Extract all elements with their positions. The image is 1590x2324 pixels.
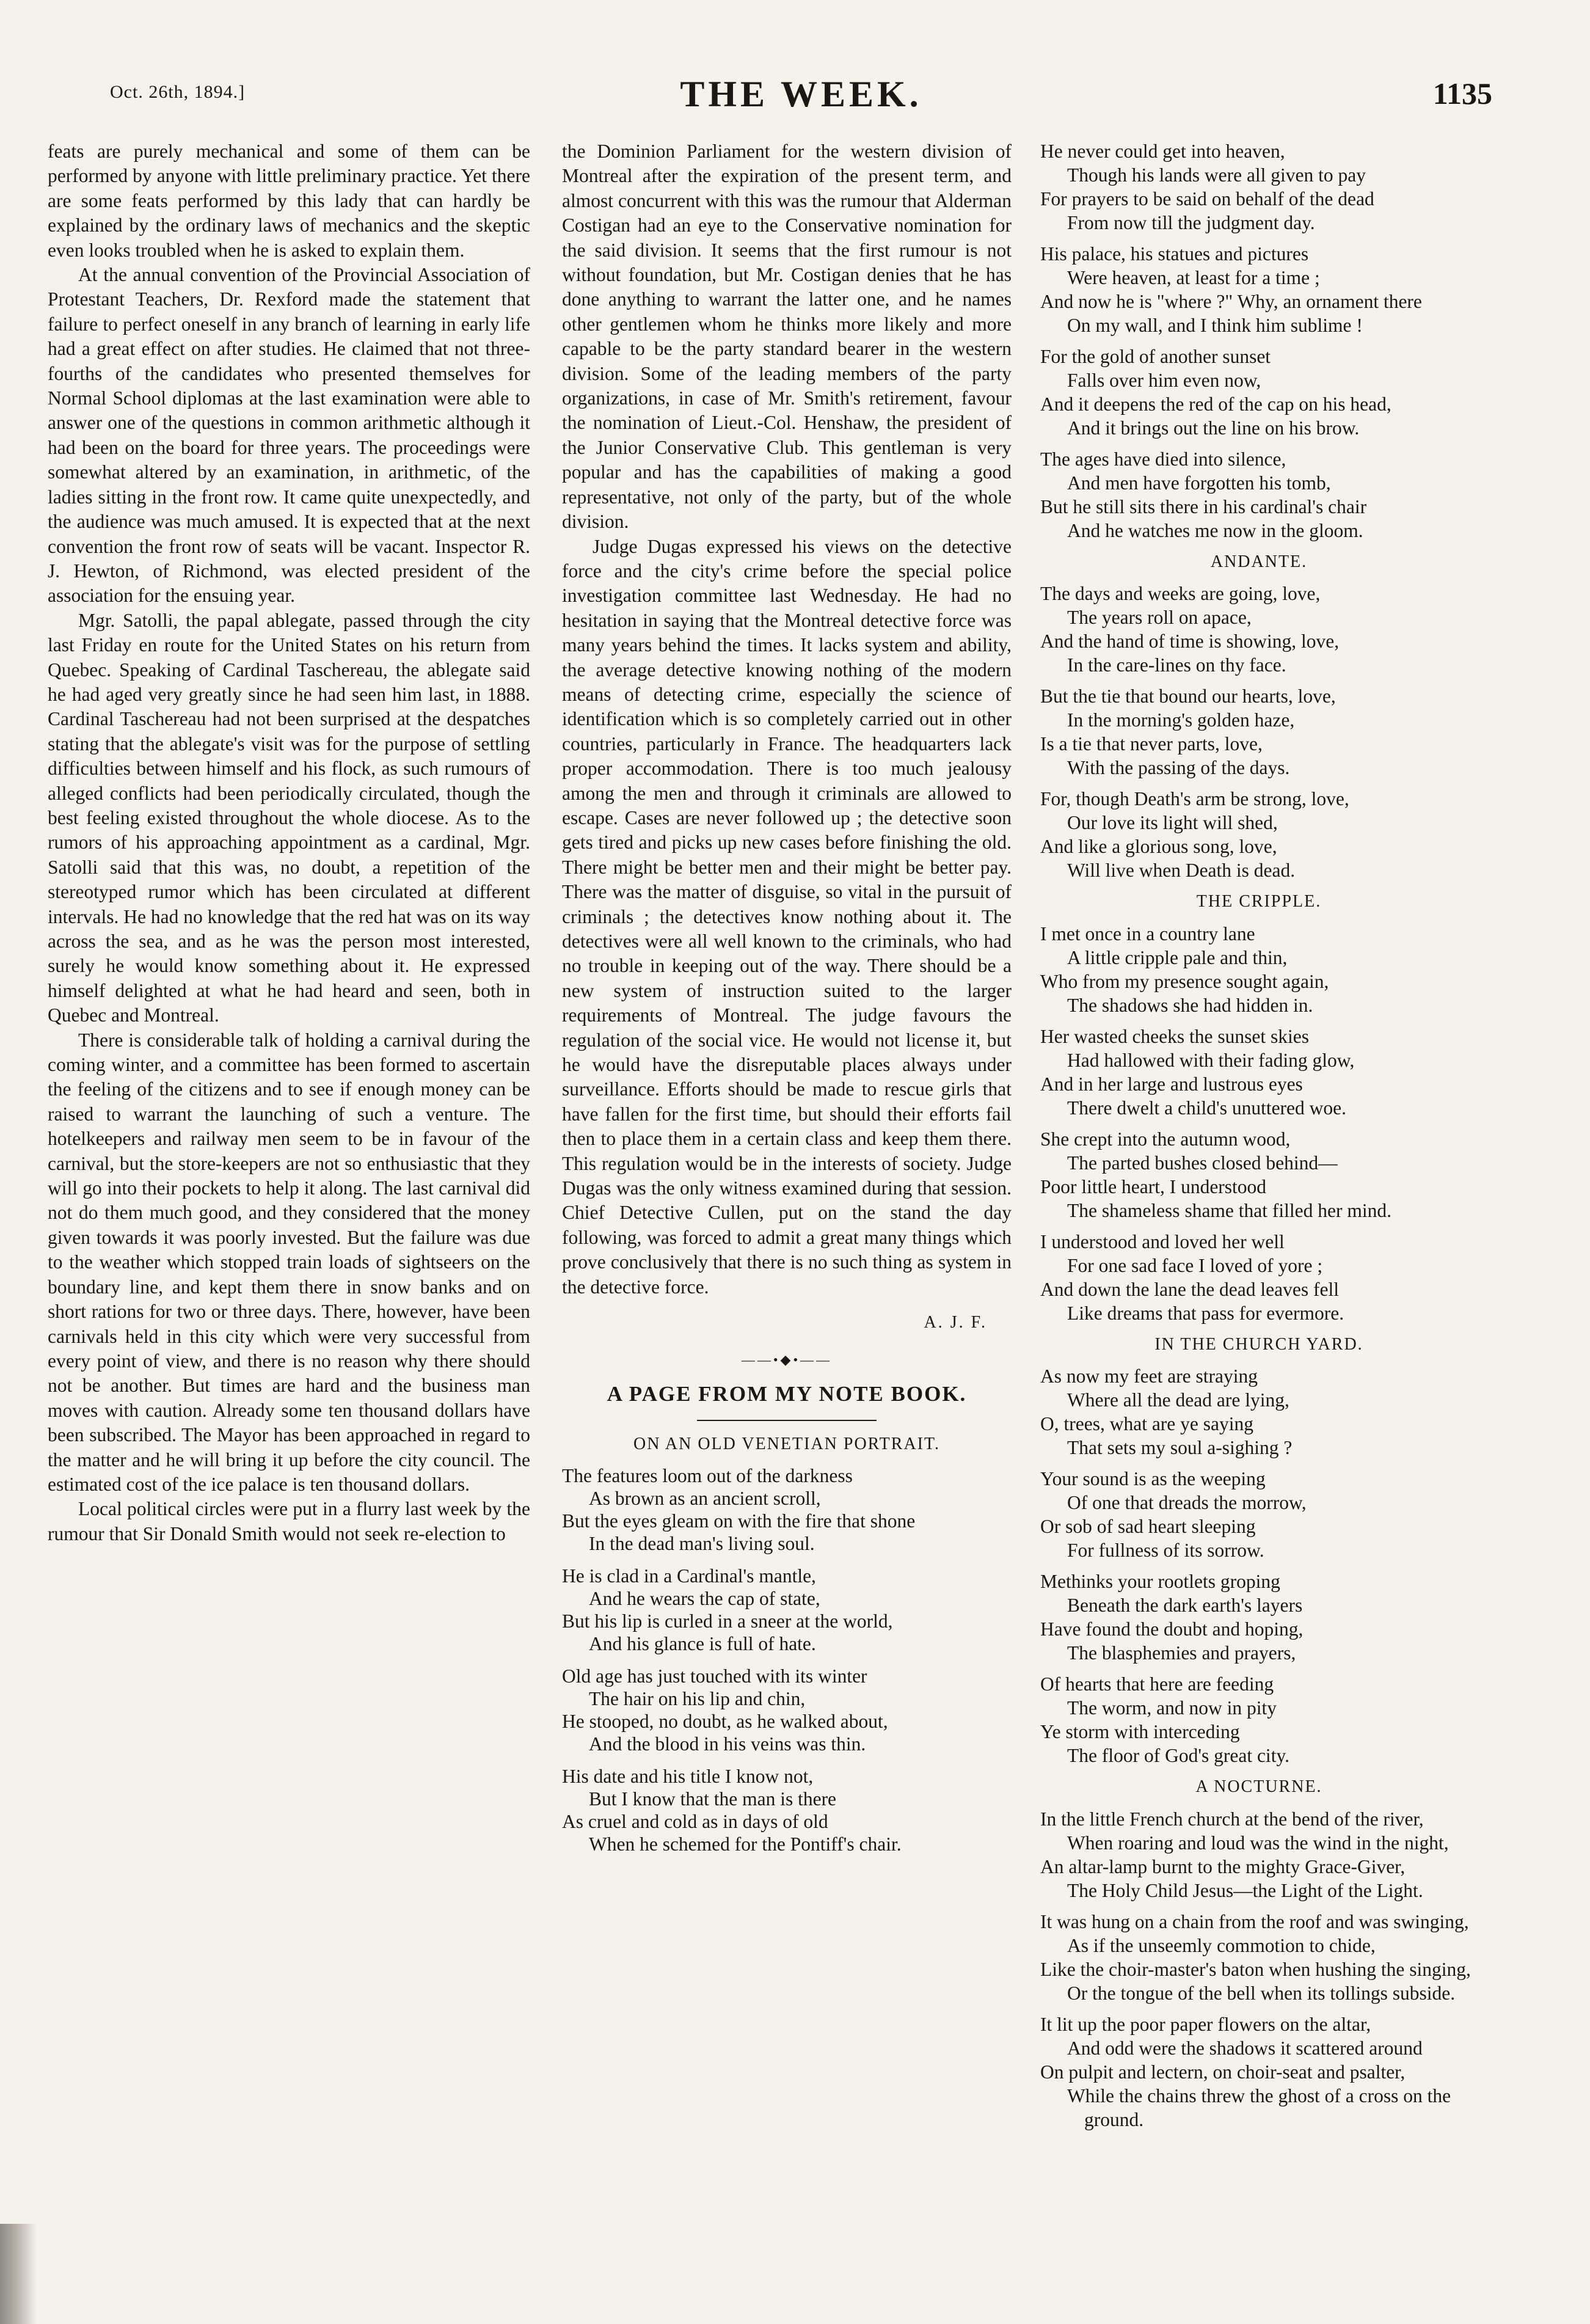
poem-line: A little cripple pale and thin,: [1067, 946, 1288, 968]
stanza: [1040, 345, 1478, 440]
stanza: [1040, 787, 1478, 882]
stanza: [1040, 1025, 1478, 1120]
poem-line: And the blood in his veins was thin.: [589, 1733, 866, 1755]
poem-line: Is a tie that never parts, love,: [1040, 733, 1263, 755]
poem-body-continued: [1040, 139, 1478, 543]
poem-line: While the chains threw the ghost of a cross on the ground.: [1067, 2085, 1451, 2130]
column-1: [48, 139, 530, 1546]
poem-line: And in her large and lustrous eyes: [1040, 1073, 1303, 1095]
paragraph: Mgr. Satolli, the papal ablegate, passed through the city last Friday en route for the United States on his return from Quebec. Speaking of Cardinal Taschereau, the ablegate said he had aged very greatly since he had seen him last, in 1888. Cardinal Taschereau had not been surprised at the despatches stating that the ablegate's visit was for the purpose of settling difficulties between himself and his flock, as such rumours of alleged conflicts had been periodically circulated, though the best feeling existed throughout the whole diocese. As to the rumors of his approaching appointment as a cardinal, Mgr. Satolli said that this was, no doubt, a repetition of the stereotyped rumor which has been circulated at different intervals. He had no knowledge that the red hat was on its way across the sea, and as he was the person most interested, surely he would know something about it. He expressed himself delighted at what he had heard and seen, both in Quebec and Montreal.: [48, 609, 530, 1026]
poem-line: Ye storm with interceding: [1040, 1721, 1240, 1743]
poem-line: The floor of God's great city.: [1067, 1745, 1290, 1767]
poem-line: In the care-lines on thy face.: [1067, 654, 1286, 676]
poem-line: The features loom out of the darkness: [562, 1464, 853, 1486]
poem-line: As cruel and cold as in days of old: [562, 1810, 828, 1832]
stanza: [1040, 684, 1478, 780]
poem-line: There dwelt a child's unuttered woe.: [1067, 1097, 1347, 1119]
publication-title: THE WEEK.: [680, 74, 922, 114]
stanza: [1040, 1364, 1478, 1460]
stanza: [562, 1565, 1012, 1655]
paragraph: the Dominion Parliament for the western division of Montreal after the expiration of the present term, and almost concurrent with this was the rumour that Alderman Costigan had an eye to the Conservative nomination for the said division. It seems that the first rumour is not without foundation, but Mr. Costigan denies that he has done anything to warrant the latter one, and he names other gentlemen whom he thinks more likely and more capable to be the party standard bearer in the western division. Some of the leading members of the party organizations, in case of Mr. Smith's retirement, favour the nomination of Lieut.-Col. Henshaw, the president of the Junior Conservative Club. This gentleman is very popular and has the capabilities of making a good representative, not only of the party, but of the whole division.: [562, 141, 1012, 533]
poem-line: The parted bushes closed behind—: [1067, 1152, 1338, 1174]
poem-line: I met once in a country lane: [1040, 923, 1255, 945]
poem-line: In the dead man's living soul.: [589, 1532, 815, 1554]
poem-line: The hair on his lip and chin,: [589, 1687, 806, 1709]
poem-line: On pulpit and lectern, on choir-seat and psalter,: [1040, 2061, 1406, 2083]
poem-line: Beneath the dark earth's layers: [1067, 1595, 1303, 1617]
stanza: [1040, 1127, 1478, 1222]
poem-line: The Holy Child Jesus—the Light of the Light.: [1067, 1879, 1423, 1901]
poem-line: But his lip is curled in a sneer at the world,: [562, 1610, 893, 1632]
poem-line: For one sad face I loved of yore ;: [1067, 1254, 1323, 1276]
poem-line: As brown as an ancient scroll,: [589, 1487, 821, 1509]
poem-title: IN THE CHURCH YARD.: [1154, 1334, 1363, 1354]
stanza: [562, 1464, 1012, 1555]
poem-line: On my wall, and I think him sublime !: [1067, 315, 1363, 336]
poem-body: [1040, 1364, 1478, 1767]
poem-line: Old age has just touched with its winter: [562, 1665, 867, 1687]
poem-line: Poor little heart, I understood: [1040, 1175, 1267, 1197]
poem-line: Or the tongue of the bell when its tollings subside.: [1067, 1982, 1456, 2004]
poem-line: Though his lands were all given to pay: [1067, 164, 1366, 186]
poem-line: Her wasted cheeks the sunset skies: [1040, 1025, 1310, 1047]
paragraph: At the annual convention of the Provincial Association of Protestant Teachers, Dr. Rexford made the statement that failure to perfect oneself in any branch of learning in early life had a great effect on after studies. He claimed that not three-fourths of the candidates who presented themselves for Normal School diplomas at the last examination were able to answer one of the questions in common arithmetic although it had been on the board for three years. The proceedings were somewhat altered by an examination, in arithmetic, of the ladies sitting in the front row. It came quite unexpectedly, and the audience was much amused. It is expected that at the next convention the front row of seats will be vacant. Inspector R. J. Hewton, of Richmond, was elected president of the association for the ensuing year.: [48, 264, 530, 607]
poem-line: Of hearts that here are feeding: [1040, 1673, 1274, 1695]
poem-line: Like dreams that pass for evermore.: [1067, 1302, 1344, 1324]
poem-line: Have found the doubt and hoping,: [1040, 1618, 1304, 1640]
poem-line: And now he is "where ?" Why, an ornament there: [1040, 291, 1422, 312]
stanza: [1040, 1910, 1478, 2005]
stanza: [1040, 1230, 1478, 1325]
stanza: [1040, 582, 1478, 677]
author-signature: A. J. F.: [924, 1313, 987, 1332]
poem-line: When he schemed for the Pontiff's chair.: [589, 1833, 902, 1855]
poem-line: Your sound is as the weeping: [1040, 1468, 1266, 1490]
stanza: [1040, 242, 1478, 337]
poem-line: The shadows she had hidden in.: [1067, 994, 1313, 1016]
column-2: [562, 139, 1012, 1865]
poem-line: The years roll on apace,: [1067, 607, 1252, 629]
title-rule: [697, 1420, 877, 1421]
stanza: [562, 1765, 1012, 1855]
page-number: 1135: [1432, 76, 1492, 111]
poem-line: And odd were the shadows it scattered around: [1067, 2037, 1423, 2059]
poem-line: And it deepens the red of the cap on his head,: [1040, 393, 1391, 415]
section-divider-ornament: ——•◆•——: [741, 1351, 833, 1367]
poem-line: He stooped, no doubt, as he walked about,: [562, 1710, 888, 1732]
stanza: [1040, 1672, 1478, 1767]
poem-line: An altar-lamp burnt to the mighty Grace-Giver,: [1040, 1855, 1406, 1877]
poem-line: But I know that the man is there: [589, 1788, 837, 1810]
column-3: [1040, 139, 1478, 2139]
stanza: [1040, 447, 1478, 543]
poem-line: Falls over him even now,: [1067, 370, 1261, 391]
poem-line: The ages have died into silence,: [1040, 448, 1286, 470]
poem-line: But the eyes gleam on with the fire that shone: [562, 1510, 916, 1532]
poem-line: From now till the judgment day.: [1067, 212, 1315, 233]
issue-date: Oct. 26th, 1894.]: [110, 82, 246, 102]
poem-line: And he wears the cap of state,: [589, 1587, 820, 1609]
poem-line: But he still sits there in his cardinal's chair: [1040, 496, 1367, 517]
poem-line: Methinks your rootlets groping: [1040, 1571, 1280, 1593]
paragraph: There is considerable talk of holding a carnival during the coming winter, and a committee has been formed to ascertain the feeling of the citizens and to see if enough money can be raised to warrant the launching of such a venture. The hotelkeepers and railway men seem to be in favour of the carnival, but the store-keepers are not so enthusiastic that they will go into their pockets to help it along. The last carnival did not do them much good, and they considered that the money given towards it was poorly invested. But the failure was due to the weather which stopped train loads of sightseers on the boundary line, and kept them there in snow banks and on short rations for two or three days. There, however, have been carnivals held in this city which were very successful from every point of view, and there is no reason why there should not be another. But times are hard and the business man moves with caution. Already some ten thousand dollars have been subscribed. The Mayor has been approached in regard to the matter and he will bring it up before the city council. The estimated cost of the ice palace is ten thousand dollars.: [48, 1029, 530, 1495]
poem-line: The shameless shame that filled her mind.: [1067, 1199, 1391, 1221]
poem-line: And it brings out the line on his brow.: [1067, 417, 1360, 439]
poem-line: The worm, and now in pity: [1067, 1697, 1277, 1719]
poem-line: Our love its light will shed,: [1067, 812, 1278, 834]
poem-line: It was hung on a chain from the roof and was swinging,: [1040, 1910, 1469, 1932]
poem-line: His date and his title I know not,: [562, 1765, 814, 1787]
section-title: A PAGE FROM MY NOTE BOOK.: [607, 1381, 967, 1406]
stanza: [1040, 1569, 1478, 1665]
poem-line: For, though Death's arm be strong, love,: [1040, 788, 1349, 810]
poem-line: Had hallowed with their fading glow,: [1067, 1049, 1355, 1071]
poem-line: For fullness of its sorrow.: [1067, 1540, 1264, 1562]
poem-line: And down the lane the dead leaves fell: [1040, 1278, 1339, 1300]
page-header: [104, 73, 1498, 122]
poem-line: Like the choir-master's baton when hushing the singing,: [1040, 1958, 1471, 1980]
poem-title: ON AN OLD VENETIAN PORTRAIT.: [633, 1434, 941, 1454]
poem-line: He never could get into heaven,: [1040, 141, 1285, 162]
poem-line: Who from my presence sought again,: [1040, 970, 1329, 992]
poem-line: Where all the dead are lying,: [1067, 1389, 1289, 1411]
poem-line: With the passing of the days.: [1067, 757, 1290, 779]
poem-line: And the hand of time is showing, love,: [1040, 630, 1340, 652]
stanza: [1040, 1467, 1478, 1562]
paragraph: feats are purely mechanical and some of them can be performed by anyone with little preliminary practice. Yet there are some feats performed by this lady that can hardly be explained by the ordinary laws of mechanics and the skeptic even looks troubled when he is asked to explain them.: [48, 141, 530, 261]
poem-line: When roaring and loud was the wind in the night,: [1067, 1832, 1449, 1854]
stanza: [562, 1665, 1012, 1755]
poem-body: [1040, 922, 1478, 1325]
poem-line: Of one that dreads the morrow,: [1067, 1492, 1307, 1514]
poem-body: [1040, 582, 1478, 882]
poem-line: And he watches me now in the gloom.: [1067, 520, 1363, 541]
poem-line: I understood and loved her well: [1040, 1230, 1285, 1252]
stanza: [1040, 1807, 1478, 1902]
poem-line: As now my feet are straying: [1040, 1365, 1258, 1387]
poem-title: THE CRIPPLE.: [1196, 892, 1322, 912]
paragraph: Judge Dugas expressed his views on the detective force and the city's crime before the special police investigation committee last Wednesday. He had no hesitation in saying that the Montreal detective force was many years behind the times. It lacks system and ability, the average detective knowing nothing of the modern means of detecting crime, especially the science of identification which is so completely carried out in other countries, particularly in France. The headquarters lack proper accommodation. There is too much jealousy among the men and through it criminals are allowed to escape. Cases are never followed up ; the detective soon gets tired and picks up new cases before finishing the old. There might be better men and their might be better pay. There was the matter of disguise, so vital in the pursuit of criminals ; the detectives know nothing about it. The detectives were all well known to the criminals, who had no trouble in keeping out of the way. There should be a new system of instruction suited to the larger requirements of Montreal. The judge favours the regulation of the social vice. He would not license it, but he would have the disreputable places always under surveillance. Efforts should be made to rescue girls that have fallen for the first time, but should their efforts fail then to place them in a certain class and keep them there. This regulation would be in the interests of society. Judge Dugas was the only witness examined during that session. Chief Detective Cullen, put on the stand the day following, was forced to admit a great many things which prove conclusively that there is no such thing as system in the detective force.: [562, 535, 1012, 1298]
poem-line: She crept into the autumn wood,: [1040, 1128, 1291, 1150]
poem-line: He is clad in a Cardinal's mantle,: [562, 1565, 816, 1587]
poem-line: In the morning's golden haze,: [1067, 709, 1295, 731]
poem-line: Were heaven, at least for a time ;: [1067, 267, 1320, 288]
poem-body: [1040, 1807, 1478, 2132]
poem-line: The blasphemies and prayers,: [1067, 1642, 1296, 1664]
poem-line: And like a glorious song, love,: [1040, 836, 1277, 858]
scan-edge-mark: [0, 2224, 37, 2324]
poem-line: It lit up the poor paper flowers on the altar,: [1040, 2013, 1371, 2035]
poem-line: The days and weeks are going, love,: [1040, 583, 1321, 605]
poem-line: For the gold of another sunset: [1040, 346, 1271, 367]
poem-line: And his glance is full of hate.: [589, 1632, 816, 1654]
poem-line: Or sob of sad heart sleeping: [1040, 1516, 1256, 1538]
stanza: [1040, 922, 1478, 1017]
poem-line: But the tie that bound our hearts, love,: [1040, 685, 1336, 707]
poem-line: O, trees, what are ye saying: [1040, 1413, 1253, 1435]
poem-line: And men have forgotten his tomb,: [1067, 472, 1331, 494]
poem-line: In the little French church at the bend of the river,: [1040, 1808, 1424, 1830]
poem-title: A NOCTURNE.: [1195, 1777, 1322, 1797]
stanza: [1040, 2012, 1478, 2132]
paragraph: Local political circles were put in a flurry last week by the rumour that Sir Donald Smith would not seek re-election to: [48, 1498, 530, 1544]
poem-title: ANDANTE.: [1210, 552, 1308, 571]
poem-line: That sets my soul a-sighing ?: [1067, 1437, 1293, 1459]
stanza: [1040, 139, 1478, 235]
poem-line: Will live when Death is dead.: [1067, 860, 1296, 882]
poem-line: His palace, his statues and pictures: [1040, 243, 1309, 265]
poem-line: As if the unseemly commotion to chide,: [1067, 1934, 1376, 1956]
poem-line: For prayers to be said on behalf of the dead: [1040, 188, 1374, 210]
poem-body: [562, 1464, 1012, 1855]
